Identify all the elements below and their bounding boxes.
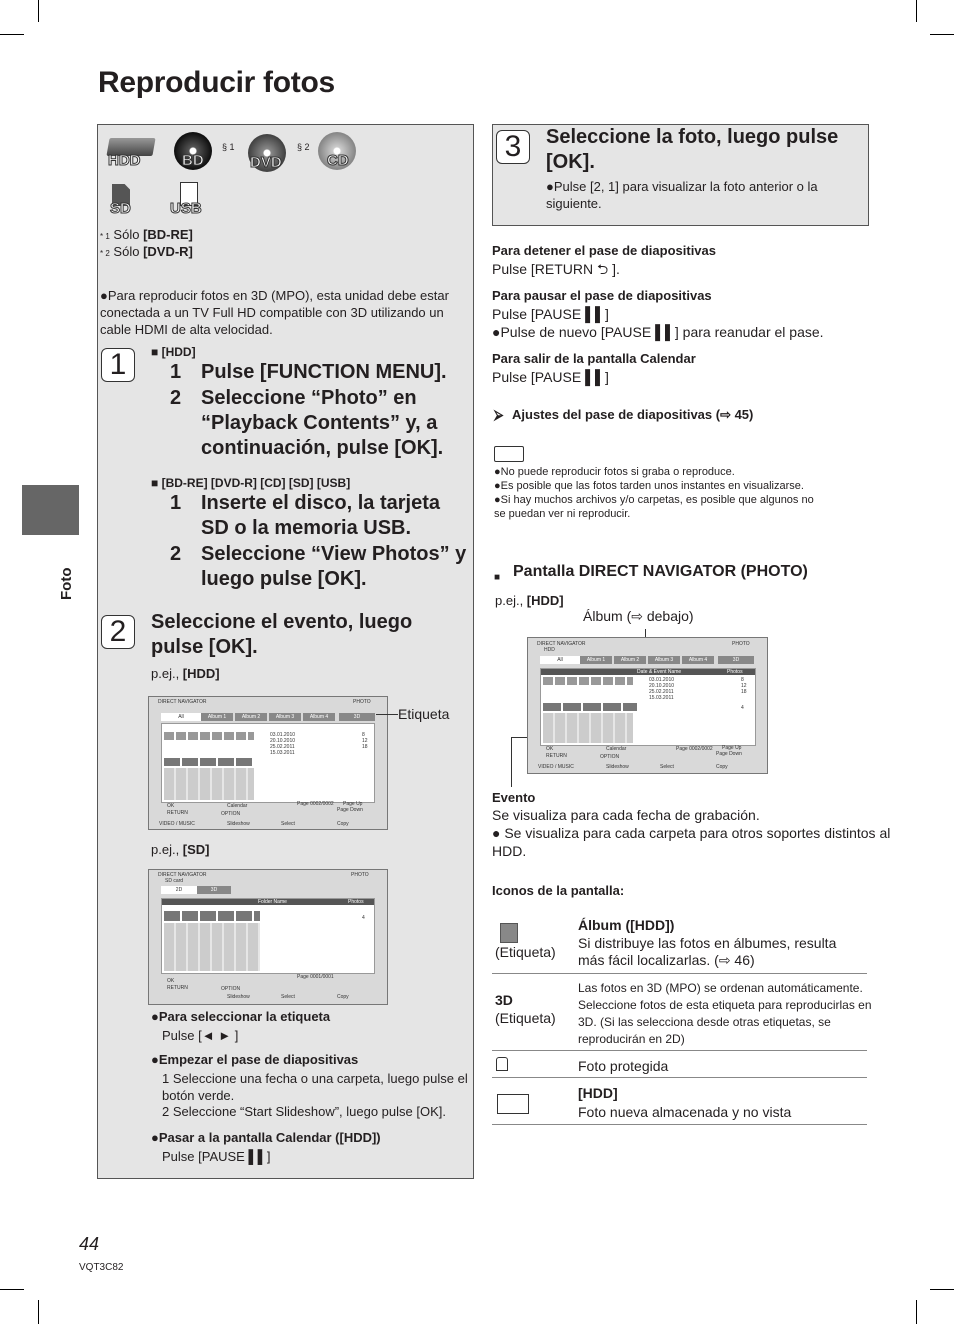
exit-calendar-text: Pulse [PAUSE ▌▌] <box>492 369 609 385</box>
folder-list-header: Folder Name Photos <box>162 899 374 905</box>
3d-icon-label: (Etiqueta) <box>495 1010 556 1026</box>
start-slideshow-step-2: 2 Seleccione “Start Slideshow”, luego pulse [OK]. <box>162 1104 446 1119</box>
album-callout: Álbum (⇨ debajo) <box>583 608 694 624</box>
note-list <box>494 465 824 521</box>
footnote-1: * 1 Sólo [BD-RE] <box>100 227 193 242</box>
slideshow-label: Slideshow <box>227 821 250 827</box>
thumbnail-grid <box>164 923 260 971</box>
crop-mark <box>38 0 39 22</box>
slideshow-label: Slideshow <box>227 994 250 1000</box>
slideshow-label: Slideshow <box>606 764 629 770</box>
event-list <box>161 723 375 803</box>
screen-source: SD card <box>165 878 184 884</box>
usb-label: USB <box>170 200 202 217</box>
arrow-icon: ⮚ <box>494 407 504 422</box>
book-icon <box>494 446 524 462</box>
cd-label: CD <box>327 152 349 169</box>
navigator-section-heading: Pantalla DIRECT NAVIGATOR (PHOTO) <box>513 563 808 580</box>
start-slideshow-heading: ●Empezar el pase de diapositivas <box>151 1052 359 1067</box>
direct-navigator-screen-example <box>527 637 768 774</box>
step2-eg-hdd: p.ej., [HDD] <box>151 666 220 681</box>
page-down-label: Page Down <box>337 807 363 813</box>
crop-mark <box>0 34 24 35</box>
step1-hdd-heading: ■ [HDD] <box>151 345 196 359</box>
thumbnail-row <box>164 732 254 740</box>
tab-3d: 3D <box>197 886 231 894</box>
copy-label: Copy <box>716 764 728 770</box>
tab-album-1: Album 1 <box>201 713 233 721</box>
ok-label: OK <box>167 978 175 984</box>
event-count-last: 4 <box>741 705 744 711</box>
etiqueta-callout: Etiqueta <box>398 706 450 722</box>
option-label: OPTION <box>221 986 241 992</box>
step3-title: Seleccione la foto, luego pulse [OK]. <box>546 126 839 173</box>
note-item: ●Si hay muchos archivos y/o carpetas, es posible que algunos no se puedan ver ni reproducir. <box>494 494 814 520</box>
event-list <box>540 668 756 746</box>
step-2-number: 2 <box>101 615 135 649</box>
event-list-header: Date & Event Name Photos <box>541 669 755 675</box>
stop-heading: Para detener el pase de diapositivas <box>492 243 716 258</box>
bullet-square: ■ <box>494 572 501 583</box>
table-divider <box>492 1077 867 1078</box>
calendar-label: Calendar <box>227 803 248 809</box>
calendar-text: Pulse [PAUSE ▌▌] <box>162 1149 271 1164</box>
album-icon-label: (Etiqueta) <box>495 944 556 960</box>
crop-mark <box>0 1289 24 1290</box>
sd-label: SD <box>110 200 131 217</box>
calendar-heading: ●Pasar a la pantalla Calendar ([HDD]) <box>151 1130 381 1145</box>
tab-2d: 2D <box>161 886 197 894</box>
screen-mode: PHOTO <box>351 872 369 878</box>
tab-3d: 3D <box>718 656 754 664</box>
tab-album-3: Album 3 <box>648 656 680 664</box>
step1-b-text: Seleccione “Photo” en “Playback Contents” y, a continuación, pulse [OK]. <box>201 387 444 459</box>
event-counts: 8 12 18 <box>741 677 747 695</box>
return-label: RETURN <box>546 753 567 759</box>
direct-navigator-screen-hdd <box>148 696 388 830</box>
thumbnail-row <box>543 703 637 711</box>
step1-d-num: 2 <box>170 543 182 565</box>
pause-resume-text: ●Pulse de nuevo [PAUSE ▌▌] para reanudar el pase. <box>492 324 824 340</box>
calendar-label: Calendar <box>606 746 627 752</box>
tab-album-4: Album 4 <box>682 656 714 664</box>
thumbnail-row <box>543 677 633 685</box>
album-row-text: Si distribuye las fotos en álbumes, resulta más fácil localizarlas. (⇨ 46) <box>578 935 837 968</box>
page-title: Reproducir fotos <box>98 66 335 99</box>
slideshow-settings-link[interactable]: Ajustes del pase de diapositivas (⇨ 45) <box>512 407 754 422</box>
document-code: VQT3C82 <box>79 1262 124 1273</box>
copy-label: Copy <box>337 994 349 1000</box>
table-divider <box>492 1050 867 1051</box>
evento-text-1: Se visualiza para cada fecha de grabación. <box>492 807 760 823</box>
crop-mark <box>38 1300 39 1324</box>
step1-b-num: 2 <box>170 387 182 409</box>
option-label: OPTION <box>221 811 241 817</box>
new-photo-text: Foto nueva almacenada y no vista <box>578 1104 792 1120</box>
icons-heading: Iconos de la pantalla: <box>492 883 625 898</box>
hdd-label: HDD <box>108 152 141 169</box>
pause-text: Pulse [PAUSE ▌▌] <box>492 306 609 322</box>
screen-title: DIRECT NAVIGATOR <box>158 699 207 705</box>
callout-line <box>511 737 512 787</box>
tab-all: All <box>540 656 580 664</box>
tab-album-4: Album 4 <box>303 713 335 721</box>
step1-c-num: 1 <box>170 492 182 514</box>
pause-heading: Para pausar el pase de diapositivas <box>492 288 712 303</box>
new-photo-icon <box>497 1094 529 1114</box>
step1-other-heading: ■ [BD-RE] [DVD-R] [CD] [SD] [USB] <box>151 476 351 490</box>
ok-label: OK <box>546 746 554 752</box>
album-row-heading: Álbum ([HDD]) <box>578 917 675 933</box>
lock-icon <box>496 1057 508 1071</box>
thumbnail-grid <box>543 713 633 743</box>
evento-text-2: ● Se visualiza para cada carpeta para otros soportes distintos al HDD. <box>492 825 891 859</box>
album-tag-icon <box>500 923 518 943</box>
tab-3d: 3D <box>339 713 375 721</box>
tab-album-1: Album 1 <box>580 656 612 664</box>
option-label: OPTION <box>600 754 620 760</box>
step3-note: ●Pulse [2, 1] para visualizar la foto anterior o la siguiente. <box>546 179 818 211</box>
note-item: ●No puede reproducir fotos si graba o reproduce. <box>494 466 735 478</box>
stop-text: Pulse [RETURN ⮌ ]. <box>492 261 620 277</box>
step2-title: Seleccione el evento, luego pulse [OK]. <box>151 611 413 658</box>
screen-mode: PHOTO <box>732 641 750 647</box>
evento-heading: Evento <box>492 790 536 805</box>
folder-count: 4 <box>362 915 365 921</box>
return-label: RETURN <box>167 810 188 816</box>
intro-note: ●Para reproducir fotos en 3D (MPO), esta unidad debe estar conectada a un TV Full HD compatible con 3D utilizando un cable HDMI de alta velocidad. <box>100 288 449 337</box>
thumbnail-row <box>164 911 260 921</box>
step1-c-text: Inserte el disco, la tarjeta SD o la memoria USB. <box>201 492 440 539</box>
tab-all: All <box>161 713 201 721</box>
page-indicator: Page 0002/0002 <box>297 801 334 807</box>
event-counts: 8 12 18 <box>362 732 368 750</box>
crop-mark <box>930 1289 954 1290</box>
tab-album-3: Album 3 <box>269 713 301 721</box>
page-indicator: Page 0002/0002 <box>676 746 713 752</box>
callout-line <box>376 714 398 715</box>
video-music-label: VIDEO / MUSIC <box>159 821 195 827</box>
page-down-label: Page Down <box>716 751 742 757</box>
footnote-mark-2: § 2 <box>297 142 310 152</box>
bd-label: BD <box>182 152 204 169</box>
select-label: Select <box>281 994 295 1000</box>
exit-calendar-heading: Para salir de la pantalla Calendar <box>492 351 696 366</box>
select-label: Select <box>660 764 674 770</box>
copy-label: Copy <box>337 821 349 827</box>
step1-d-text: Seleccione “View Photos” y luego pulse [OK]. <box>201 543 467 590</box>
return-label: RETURN <box>167 985 188 991</box>
3d-icon-label-bold: 3D <box>495 992 513 1008</box>
step1-a-text: Pulse [FUNCTION MENU]. <box>201 361 447 383</box>
page-up-label: Page Up <box>722 745 742 751</box>
start-slideshow-step-1: 1 Seleccione una fecha o una carpeta, luego pulse el botón verde. <box>162 1071 468 1103</box>
crop-mark <box>916 1300 917 1324</box>
section-tab-block <box>22 485 79 535</box>
step1-a-num: 1 <box>170 361 182 383</box>
screen-source: HDD <box>544 647 555 653</box>
footnote-mark-1: § 1 <box>222 142 235 152</box>
screen-title: DIRECT NAVIGATOR <box>537 641 586 647</box>
footnote-2: * 2 Sólo [DVD-R] <box>100 244 193 259</box>
dvd-label: DVD <box>250 154 282 171</box>
select-label-text: Pulse [◄ ► ] <box>162 1028 239 1043</box>
select-label: Select <box>281 821 295 827</box>
folder-list <box>161 898 375 974</box>
table-divider <box>492 1124 867 1125</box>
table-divider <box>492 973 867 974</box>
event-dates: 03.01.2010 20.10.2010 25.02.2011 15.03.2011 <box>649 677 675 701</box>
screen-title: DIRECT NAVIGATOR <box>158 872 207 878</box>
note-item: ●Es posible que las fotos tarden unos instantes en visualizarse. <box>494 480 804 492</box>
thumbnail-grid <box>164 768 254 800</box>
tab-album-2: Album 2 <box>235 713 267 721</box>
page-up-label: Page Up <box>343 801 363 807</box>
event-dates: 03.01.2010 20.10.2010 25.02.2011 15.03.2011 <box>270 732 296 756</box>
new-photo-heading: [HDD] <box>578 1085 618 1101</box>
step-3-number: 3 <box>496 130 530 164</box>
step2-eg-sd: p.ej., [SD] <box>151 842 210 857</box>
ok-label: OK <box>167 803 175 809</box>
thumbnail-row <box>164 758 254 766</box>
step-1-number: 1 <box>101 348 135 382</box>
crop-mark <box>916 0 917 22</box>
3d-row-text: Las fotos en 3D (MPO) se ordenan automáticamente. Seleccione fotos de esta etiqueta para reproducirlas en 3D. (Si las selecciona desde otras etiquetas, se reproducirán en 2D) <box>578 981 872 1046</box>
section-tab-label: Foto <box>58 567 75 600</box>
tab-album-2: Album 2 <box>614 656 646 664</box>
screen-mode: PHOTO <box>353 699 371 705</box>
crop-mark <box>930 34 954 35</box>
page-number: 44 <box>79 1234 100 1254</box>
direct-navigator-screen-sd <box>148 869 388 1005</box>
protected-row-text: Foto protegida <box>578 1058 669 1074</box>
select-label-heading: ●Para seleccionar la etiqueta <box>151 1009 331 1024</box>
page-indicator: Page 0001/0001 <box>297 974 334 980</box>
callout-line <box>511 737 527 738</box>
video-music-label: VIDEO / MUSIC <box>538 764 574 770</box>
navigator-eg: p.ej., [HDD] <box>495 593 564 608</box>
